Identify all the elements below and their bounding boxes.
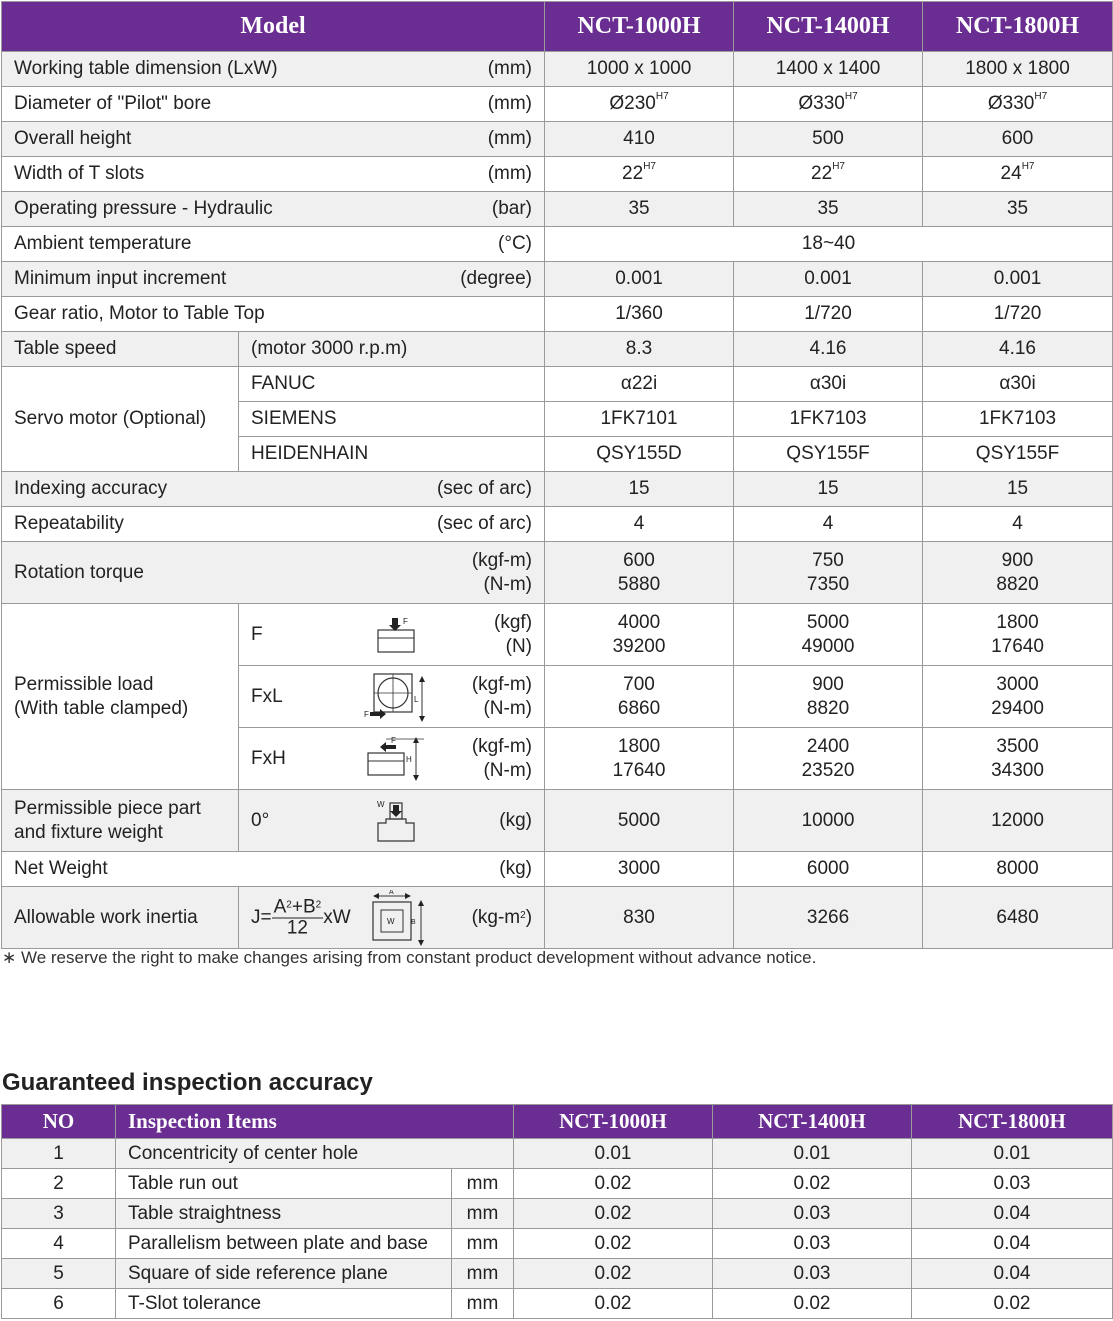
value-cell: 1/360 <box>545 297 734 332</box>
row-table-speed <box>2 332 1113 367</box>
header-model-1: NCT-1000H <box>545 2 734 52</box>
inspection-row <box>2 1199 1113 1229</box>
value-cell <box>545 666 734 728</box>
value-text: 22 <box>622 163 644 184</box>
value-cell: 15 <box>923 472 1113 507</box>
inspection-row <box>2 1139 1113 1169</box>
disclaimer-note: ∗ We reserve the right to make changes arising from constant product development without advance notice. <box>2 948 817 967</box>
value-cell: 600 <box>923 122 1113 157</box>
value-cell: 1/720 <box>923 297 1113 332</box>
row-overall-height <box>2 122 1113 157</box>
value-cell: 5000 <box>545 790 734 852</box>
value-cell: 6480 <box>923 887 1113 949</box>
row-no: 2 <box>2 1169 116 1199</box>
value-cell: 4 <box>545 507 734 542</box>
spec-label: Table speed <box>2 332 239 367</box>
unit-2: (N) <box>505 635 533 657</box>
row-indexing <box>2 472 1113 507</box>
spec-unit <box>472 906 532 930</box>
num-a: A <box>273 896 287 917</box>
row-repeatability <box>2 507 1113 542</box>
value-cell: α30i <box>923 367 1113 402</box>
spec-label: Servo motor (Optional) <box>2 367 239 472</box>
value-cell <box>734 157 923 192</box>
tolerance-sup: H7 <box>844 91 858 102</box>
unit-2: (N-m) <box>483 759 533 781</box>
value-text: 24 <box>1000 163 1022 184</box>
spec-unit: (mm) <box>487 58 533 79</box>
value-cell: 0.02 <box>713 1169 912 1199</box>
row-unit: mm <box>452 1229 514 1259</box>
spec-label-sub: and fixture weight <box>14 821 163 843</box>
value-2: 8820 <box>806 697 850 719</box>
row-item: Table run out <box>116 1169 452 1199</box>
label-cell <box>2 507 545 542</box>
value-cell <box>923 157 1113 192</box>
spec-unit: (sec of arc) <box>436 513 533 534</box>
unit-block <box>494 611 532 659</box>
row-no: 6 <box>2 1289 116 1319</box>
spec-label: Rotation torque <box>14 561 144 583</box>
value-1: 900 <box>812 673 844 695</box>
load-fxl-icon <box>364 670 434 724</box>
value-cell <box>923 728 1113 790</box>
unit-2: (N-m) <box>483 697 533 719</box>
value-1: 750 <box>812 549 844 571</box>
spec-unit: (sec of arc) <box>436 478 533 499</box>
inspection-header-row <box>2 1105 1113 1139</box>
spec-unit: (motor 3000 r.p.m) <box>239 332 545 367</box>
row-servo-fanuc <box>2 367 1113 402</box>
value-cell: 0.04 <box>912 1259 1113 1289</box>
value-cell: 0.01 <box>713 1139 912 1169</box>
value-cell: 35 <box>923 192 1113 227</box>
row-pressure <box>2 192 1113 227</box>
unit-block <box>472 549 532 597</box>
inspection-row <box>2 1289 1113 1319</box>
unit-2: (N-m) <box>483 573 533 595</box>
row-item: T-Slot tolerance <box>116 1289 452 1319</box>
spec-label-sub: (With table clamped) <box>14 697 189 719</box>
formula-xw: xW <box>323 906 351 928</box>
value-2: 6860 <box>617 697 661 719</box>
formula-j: J= <box>251 906 272 928</box>
row-unit: mm <box>452 1169 514 1199</box>
svg-text:B: B <box>411 918 416 926</box>
svg-text:F: F <box>403 616 408 626</box>
value-cell: 0.02 <box>713 1289 912 1319</box>
value-cell: 0.02 <box>514 1289 713 1319</box>
value-2: 17640 <box>612 759 666 781</box>
value-2: 5880 <box>617 573 661 595</box>
header-model-3: NCT-1800H <box>912 1105 1113 1139</box>
servo-brand: SIEMENS <box>239 402 545 437</box>
servo-brand: HEIDENHAIN <box>239 437 545 472</box>
value-cell: 8000 <box>923 852 1113 887</box>
row-min-increment <box>2 262 1113 297</box>
value-cell: 4.16 <box>923 332 1113 367</box>
spec-unit: (bar) <box>491 198 533 219</box>
value-cell: 0.03 <box>713 1229 912 1259</box>
row-item: Table straightness <box>116 1199 452 1229</box>
angle-label: 0° <box>251 809 270 831</box>
spec-unit: (kg) <box>499 809 533 831</box>
unit-1: (kgf-m) <box>471 673 533 695</box>
value-cell: QSY155F <box>734 437 923 472</box>
row-item: Concentricity of center hole <box>116 1139 514 1169</box>
value-cell: 8.3 <box>545 332 734 367</box>
header-model-3: NCT-1800H <box>923 2 1113 52</box>
spec-unit: (mm) <box>487 163 533 184</box>
value-cell <box>734 542 923 604</box>
value-1: 600 <box>623 549 655 571</box>
row-no: 5 <box>2 1259 116 1289</box>
row-unit: mm <box>452 1199 514 1229</box>
svg-text:F: F <box>364 709 369 719</box>
servo-brand: FANUC <box>239 367 545 402</box>
unit-block <box>472 673 532 721</box>
spec-unit: (kg) <box>499 858 533 879</box>
value-2: 8820 <box>996 573 1039 595</box>
value-cell: 0.01 <box>514 1139 713 1169</box>
row-net-weight <box>2 852 1113 887</box>
value-cell: 6000 <box>734 852 923 887</box>
inspection-table <box>1 1104 1113 1319</box>
value-cell <box>545 542 734 604</box>
value-2: 49000 <box>801 635 855 657</box>
row-inertia <box>2 887 1113 949</box>
value-cell: 0.02 <box>514 1259 713 1289</box>
value-cell <box>734 87 923 122</box>
row-torque <box>2 542 1113 604</box>
tolerance-sup: H7 <box>643 161 656 172</box>
unit-post: ) <box>525 906 533 928</box>
value-2: 17640 <box>991 635 1044 657</box>
value-text: 22 <box>811 163 833 184</box>
unit-pre: (kg-m <box>471 906 521 928</box>
value-cell: 1/720 <box>734 297 923 332</box>
formula-numerator: $A^2+B^2$ <box>273 896 322 917</box>
value-cell: 0.02 <box>514 1229 713 1259</box>
svg-text:L: L <box>414 694 419 704</box>
value-cell: 15 <box>545 472 734 507</box>
row-unit: mm <box>452 1289 514 1319</box>
value-cell: 0.01 <box>912 1139 1113 1169</box>
spec-label: Indexing accuracy <box>14 478 168 499</box>
value-1: 2400 <box>806 735 850 757</box>
label-cell <box>2 262 545 297</box>
value-cell: QSY155D <box>545 437 734 472</box>
value-cell: 410 <box>545 122 734 157</box>
value-cell <box>545 728 734 790</box>
value-text: Ø230 <box>609 93 656 114</box>
value-cell: 35 <box>734 192 923 227</box>
value-cell: 35 <box>545 192 734 227</box>
label-cell <box>2 472 545 507</box>
label-cell <box>2 227 545 262</box>
value-1: 1800 <box>617 735 661 757</box>
value-1: 3000 <box>996 673 1039 695</box>
value-cell <box>545 87 734 122</box>
value-cell: 1400 x 1400 <box>734 52 923 87</box>
svg-text:H: H <box>406 754 412 764</box>
load-symbol: FxL <box>251 685 283 707</box>
spec-label: Overall height <box>14 128 132 149</box>
value-cell <box>545 604 734 666</box>
spec-label: Allowable work inertia <box>2 887 239 949</box>
value-cell: 0.03 <box>713 1199 912 1229</box>
header-items: Inspection Items <box>116 1105 514 1139</box>
value-cell: 0.02 <box>912 1289 1113 1319</box>
header-model-2: NCT-1400H <box>713 1105 912 1139</box>
label-cell <box>2 122 545 157</box>
spec-unit: (degree) <box>460 268 533 289</box>
row-working-table <box>2 52 1113 87</box>
inspection-row <box>2 1169 1113 1199</box>
value-cell: 0.04 <box>912 1229 1113 1259</box>
value-text: Ø330 <box>798 93 845 114</box>
spec-label: Permissible load <box>14 673 154 695</box>
unit-1: (kgf) <box>494 611 533 633</box>
label-cell <box>2 87 545 122</box>
row-no: 4 <box>2 1229 116 1259</box>
value-cell: 15 <box>734 472 923 507</box>
value-cell <box>923 666 1113 728</box>
unit-1: (kgf-m) <box>471 735 533 757</box>
value-cell: 500 <box>734 122 923 157</box>
label-cell <box>2 157 545 192</box>
value-1: 3500 <box>996 735 1039 757</box>
value-cell: 12000 <box>923 790 1113 852</box>
inspection-title: Guaranteed inspection accuracy <box>2 1069 373 1096</box>
row-item: Square of side reference plane <box>116 1259 452 1289</box>
load-symbol: FxH <box>251 747 286 769</box>
unit-sup: 2 <box>520 909 526 921</box>
sub-cell <box>239 604 545 666</box>
value-cell <box>923 604 1113 666</box>
value-2: 29400 <box>991 697 1044 719</box>
value-cell <box>734 604 923 666</box>
svg-text:A: A <box>389 889 394 896</box>
spec-label: Repeatability <box>14 513 124 534</box>
value-cell: 1000 x 1000 <box>545 52 734 87</box>
row-no: 3 <box>2 1199 116 1229</box>
tolerance-sup: H7 <box>832 161 845 172</box>
unit-block <box>472 735 532 783</box>
value-cell: 0.03 <box>912 1169 1113 1199</box>
value-cell: 4 <box>734 507 923 542</box>
value-cell <box>923 87 1113 122</box>
label-cell <box>2 604 239 790</box>
spec-label: Diameter of "Pilot" bore <box>14 93 212 114</box>
value-cell: α30i <box>734 367 923 402</box>
value-cell: 1FK7101 <box>545 402 734 437</box>
inspection-row <box>2 1229 1113 1259</box>
inspection-row <box>2 1259 1113 1289</box>
label-cell <box>2 192 545 227</box>
value-cell: 830 <box>545 887 734 949</box>
value-cell: 1FK7103 <box>734 402 923 437</box>
value-cell: 10000 <box>734 790 923 852</box>
row-unit: mm <box>452 1259 514 1289</box>
value-cell <box>923 542 1113 604</box>
row-item: Parallelism between plate and base <box>116 1229 452 1259</box>
value-cell: 4.16 <box>734 332 923 367</box>
spec-label: Working table dimension (LxW) <box>14 58 278 79</box>
row-t-slots <box>2 157 1113 192</box>
load-symbol: F <box>251 623 263 645</box>
spec-label: Width of T slots <box>14 163 145 184</box>
spec-unit: (mm) <box>487 128 533 149</box>
value-cell: 3000 <box>545 852 734 887</box>
row-no: 1 <box>2 1139 116 1169</box>
value-cell: 0.04 <box>912 1199 1113 1229</box>
value-cell: 0.001 <box>545 262 734 297</box>
inertia-workpiece-icon <box>367 890 429 946</box>
sub-cell <box>239 666 545 728</box>
value-cell: 1FK7103 <box>923 402 1113 437</box>
value-2: 39200 <box>612 635 666 657</box>
value-text: Ø330 <box>987 93 1035 114</box>
label-cell <box>2 52 545 87</box>
spec-label: Net Weight <box>14 858 108 879</box>
value-cell: 4 <box>923 507 1113 542</box>
value-cell: QSY155F <box>923 437 1113 472</box>
header-model-2: NCT-1400H <box>734 2 923 52</box>
row-load-f <box>2 604 1113 666</box>
spec-unit: (mm) <box>487 93 533 114</box>
spec-label: Minimum input increment <box>14 268 227 289</box>
spec-table <box>1 1 1113 949</box>
value-1: 1800 <box>996 611 1039 633</box>
spec-label: Permissible piece part <box>14 797 201 819</box>
value-1: 700 <box>623 673 655 695</box>
value-cell: 1800 x 1800 <box>923 52 1113 87</box>
header-no: NO <box>2 1105 116 1139</box>
tolerance-sup: H7 <box>655 91 669 102</box>
value-cell <box>734 728 923 790</box>
label-cell <box>2 852 545 887</box>
spec-header-row <box>2 2 1113 52</box>
header-model-1: NCT-1000H <box>514 1105 713 1139</box>
load-f-icon <box>374 615 418 655</box>
sub-cell <box>239 728 545 790</box>
svg-text:W: W <box>377 799 385 809</box>
row-piece-weight <box>2 790 1113 852</box>
label-cell <box>2 542 545 604</box>
value-cell: 0.02 <box>514 1199 713 1229</box>
tolerance-sup: H7 <box>1021 161 1035 172</box>
value-cell: 0.03 <box>713 1259 912 1289</box>
value-1: 5000 <box>806 611 850 633</box>
value-cell: 0.001 <box>734 262 923 297</box>
row-gear-ratio <box>2 297 1113 332</box>
value-1: 900 <box>1001 549 1034 571</box>
formula-cell <box>239 887 545 949</box>
load-fxh-icon <box>364 735 430 783</box>
unit-1: (kgf-m) <box>471 549 533 571</box>
value-cell <box>734 666 923 728</box>
value-cell: 3266 <box>734 887 923 949</box>
value-cell: 0.001 <box>923 262 1113 297</box>
value-2: 7350 <box>806 573 850 595</box>
sub-cell <box>239 790 545 852</box>
header-model: Model <box>2 2 545 52</box>
value-cell: 18~40 <box>545 227 1113 262</box>
svg-text:W: W <box>387 916 395 926</box>
row-pilot-bore <box>2 87 1113 122</box>
value-1: 4000 <box>617 611 661 633</box>
value-cell: 0.02 <box>514 1169 713 1199</box>
value-2: 34300 <box>991 759 1044 781</box>
value-cell: α22i <box>545 367 734 402</box>
value-2: 23520 <box>801 759 855 781</box>
inertia-formula <box>251 897 351 938</box>
tolerance-sup: H7 <box>1034 91 1048 102</box>
spec-label: Gear ratio, Motor to Table Top <box>2 297 545 332</box>
piece-weight-icon <box>374 797 418 845</box>
row-ambient <box>2 227 1113 262</box>
num-b: +B <box>291 896 316 917</box>
spec-label: Ambient temperature <box>14 233 192 254</box>
label-cell <box>2 790 239 852</box>
value-cell <box>545 157 734 192</box>
spec-label: Operating pressure - Hydraulic <box>14 198 273 219</box>
spec-unit: (°C) <box>498 233 533 254</box>
formula-fraction <box>272 897 324 938</box>
formula-denominator: 12 <box>286 917 308 938</box>
svg-text:F: F <box>391 735 396 745</box>
